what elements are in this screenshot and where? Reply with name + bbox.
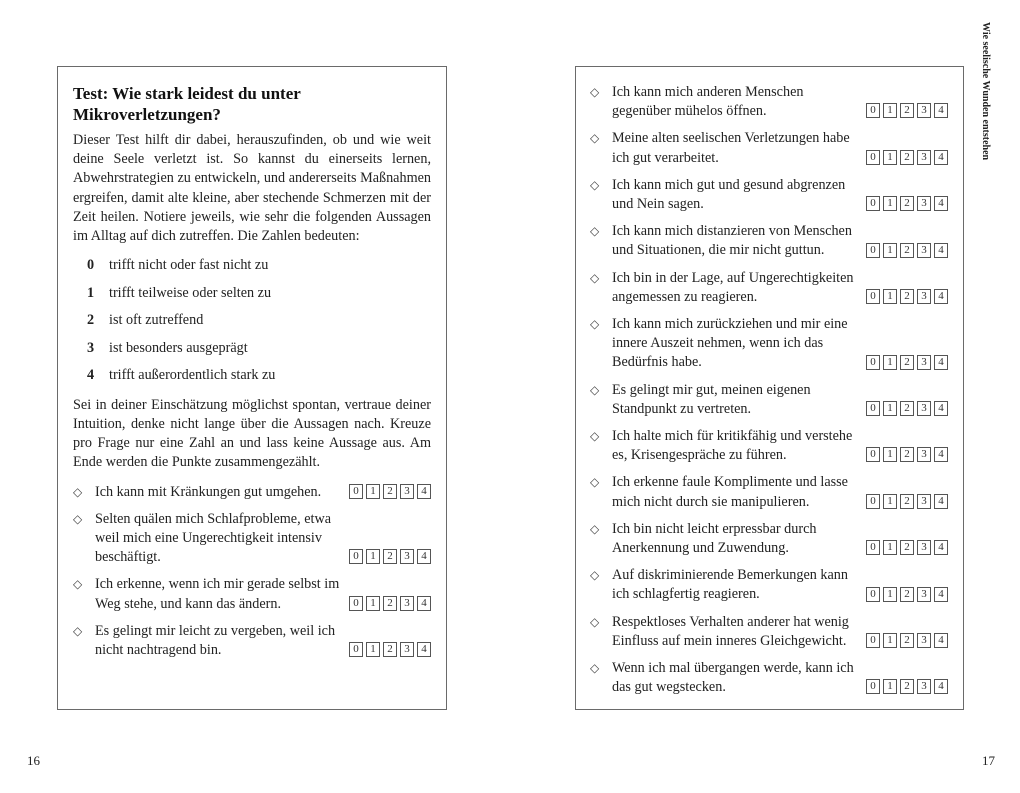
rating-box-2[interactable]: 2: [900, 587, 914, 602]
scale-entry: 3 ist besonders ausgeprägt: [87, 339, 248, 356]
rating-box-1[interactable]: 1: [883, 447, 897, 462]
rating-box-2[interactable]: 2: [900, 289, 914, 304]
rating-box-0[interactable]: 0: [866, 103, 880, 118]
rating-box-1[interactable]: 1: [883, 243, 897, 258]
question-item: [590, 222, 948, 260]
diamond-bullet-icon: ◇: [590, 177, 600, 192]
running-head: Wie seelische Wunden entstehen: [980, 22, 991, 161]
rating-box-0[interactable]: 0: [866, 243, 880, 258]
rating-box-1[interactable]: 1: [883, 401, 897, 416]
rating-box-1[interactable]: 1: [883, 103, 897, 118]
rating-box-3[interactable]: 3: [917, 150, 931, 165]
rating-box-0[interactable]: 0: [349, 484, 363, 499]
rating-box-3[interactable]: 3: [917, 494, 931, 509]
rating-boxes: [863, 103, 948, 118]
rating-box-2[interactable]: 2: [900, 401, 914, 416]
diamond-bullet-icon: ◇: [590, 475, 600, 490]
rating-boxes: [863, 150, 948, 165]
diamond-bullet-icon: ◇: [73, 511, 83, 526]
rating-box-2[interactable]: 2: [900, 243, 914, 258]
rating-box-2[interactable]: 2: [900, 540, 914, 555]
scale-entry: 0 trifft nicht oder fast nicht zu: [87, 257, 269, 274]
rating-boxes: [863, 494, 948, 509]
question-item: [590, 315, 948, 373]
question-text: Ich erkenne, wenn ich mir gerade selbst im Weg stehe, und kann das ändern.: [95, 576, 340, 612]
rating-box-4[interactable]: 4: [417, 596, 431, 611]
rating-boxes: [346, 642, 431, 657]
rating-box-0[interactable]: 0: [349, 596, 363, 611]
question-item: [590, 473, 948, 511]
test-title: Test: Wie stark leidest du unter Mikroverletzungen?: [73, 84, 301, 124]
question-text: Ich kann mich anderen Menschen gegenüber mühelos öffnen.: [612, 84, 804, 120]
rating-box-3[interactable]: 3: [917, 679, 931, 694]
question-list: [590, 83, 948, 697]
rating-box-4[interactable]: 4: [934, 243, 948, 258]
diamond-bullet-icon: ◇: [590, 382, 600, 397]
question-item: [590, 381, 948, 419]
question-item: [590, 659, 948, 697]
rating-box-4[interactable]: 4: [934, 447, 948, 462]
scale-entry: 2 ist oft zutreffend: [87, 312, 204, 329]
rating-boxes: [863, 196, 948, 211]
rating-box-3[interactable]: 3: [400, 549, 414, 564]
rating-box-3[interactable]: 3: [400, 642, 414, 657]
rating-box-2[interactable]: 2: [383, 549, 397, 564]
rating-box-2[interactable]: 2: [900, 196, 914, 211]
question-item: [590, 129, 948, 167]
question-text: Wenn ich mal übergangen werde, kann ich das gut wegstecken.: [612, 660, 854, 696]
question-item: [590, 566, 948, 604]
rating-box-2[interactable]: 2: [900, 103, 914, 118]
diamond-bullet-icon: ◇: [590, 568, 600, 583]
rating-box-2[interactable]: 2: [900, 494, 914, 509]
diamond-bullet-icon: ◇: [590, 429, 600, 444]
rating-box-0[interactable]: 0: [866, 447, 880, 462]
rating-boxes: [863, 355, 948, 370]
rating-box-2[interactable]: 2: [383, 642, 397, 657]
question-item: [590, 427, 948, 465]
rating-box-1[interactable]: 1: [883, 587, 897, 602]
rating-box-0[interactable]: 0: [866, 355, 880, 370]
scale-legend: [73, 252, 431, 390]
rating-box-4[interactable]: 4: [934, 540, 948, 555]
page-number: 17: [982, 753, 995, 768]
rating-box-1[interactable]: 1: [366, 549, 380, 564]
rating-box-1[interactable]: 1: [883, 540, 897, 555]
question-text: Ich kann mich gut und gesund abgrenzen und Nein sagen.: [612, 176, 846, 213]
rating-box-0[interactable]: 0: [866, 494, 880, 509]
question-item: [590, 176, 948, 214]
question-text: Es gelingt mir gut, meinen eigenen Standpunkt zu vertreten.: [612, 381, 811, 417]
diamond-bullet-icon: ◇: [590, 614, 600, 629]
question-item: [73, 510, 431, 568]
diamond-bullet-icon: ◇: [590, 85, 600, 99]
question-text: Selten quälen mich Schlafprobleme, etwa weil mich eine Ungerechtigkeit intensiv beschäftigt.: [95, 510, 331, 566]
rating-box-1[interactable]: 1: [366, 484, 380, 499]
rating-box-1[interactable]: 1: [883, 633, 897, 648]
rating-boxes: [346, 549, 431, 564]
diamond-bullet-icon: ◇: [73, 623, 83, 638]
question-item: [590, 83, 948, 121]
rating-box-4[interactable]: 4: [934, 679, 948, 694]
rating-box-4[interactable]: 4: [934, 196, 948, 211]
question-list: [73, 483, 431, 661]
question-text: Meine alten seelischen Verletzungen habe ich gut verarbeitet.: [612, 130, 850, 166]
rating-box-1[interactable]: 1: [883, 196, 897, 211]
rating-box-1[interactable]: 1: [366, 596, 380, 611]
rating-box-0[interactable]: 0: [349, 642, 363, 657]
rating-box-2[interactable]: 2: [900, 447, 914, 462]
rating-box-3[interactable]: 3: [400, 596, 414, 611]
question-text: Ich bin in der Lage, auf Ungerechtigkeiten angemessen zu reagieren.: [612, 269, 854, 305]
rating-box-2[interactable]: 2: [900, 150, 914, 165]
rating-box-3[interactable]: 3: [917, 196, 931, 211]
rating-boxes: [863, 540, 948, 555]
rating-box-3[interactable]: 3: [917, 401, 931, 416]
diamond-bullet-icon: ◇: [590, 521, 600, 536]
page-number: 16: [27, 753, 40, 768]
rating-box-4[interactable]: 4: [934, 401, 948, 416]
rating-box-0[interactable]: 0: [866, 150, 880, 165]
rating-box-3[interactable]: 3: [917, 447, 931, 462]
rating-box-0[interactable]: 0: [349, 549, 363, 564]
diamond-bullet-icon: ◇: [73, 577, 83, 592]
rating-box-1[interactable]: 1: [883, 494, 897, 509]
rating-box-0[interactable]: 0: [866, 633, 880, 648]
rating-boxes: [863, 401, 948, 416]
intro-paragraph: Dieser Test hilft dir dabei, herauszufinden, ob und wie weit deine Seele verletzt ist. So kannst du einerseits lernen, Abwehrstrategien zu entwickeln, und andererseits Maßnahmen ergreifen, damit alte kleine, aber stechende Schmerzen mit der Zeit heilen. Notiere jeweils, wie sehr die folgenden Aussagen im Alltag auf dich zutreffen. Die Zahlen bedeuten:: [73, 132, 431, 245]
rating-box-0[interactable]: 0: [866, 401, 880, 416]
rating-box-4[interactable]: 4: [934, 150, 948, 165]
rating-box-1[interactable]: 1: [883, 679, 897, 694]
rating-box-2[interactable]: 2: [383, 596, 397, 611]
rating-box-0[interactable]: 0: [866, 289, 880, 304]
rating-box-4[interactable]: 4: [934, 355, 948, 370]
rating-box-1[interactable]: 1: [883, 355, 897, 370]
diamond-bullet-icon: ◇: [73, 484, 83, 499]
rating-box-4[interactable]: 4: [417, 642, 431, 657]
rating-box-3[interactable]: 3: [917, 103, 931, 118]
question-text: Ich erkenne faule Komplimente und lasse mich nicht durch sie manipulieren.: [612, 474, 848, 510]
rating-box-3[interactable]: 3: [917, 243, 931, 258]
rating-box-0[interactable]: 0: [866, 196, 880, 211]
question-item: [73, 575, 431, 613]
question-text: Ich halte mich für kritikfähig und verstehe es, Krisengespräche zu führen.: [612, 428, 853, 464]
rating-boxes: [346, 484, 431, 499]
rating-box-3[interactable]: 3: [917, 289, 931, 304]
rating-box-4[interactable]: 4: [934, 587, 948, 602]
scale-entry: 4 trifft außerordentlich stark zu: [87, 367, 276, 384]
rating-box-0[interactable]: 0: [866, 679, 880, 694]
diamond-bullet-icon: ◇: [590, 661, 600, 676]
question-item: [590, 269, 948, 307]
diamond-bullet-icon: ◇: [590, 317, 600, 332]
diamond-bullet-icon: ◇: [590, 270, 600, 285]
rating-box-2[interactable]: 2: [900, 679, 914, 694]
rating-box-0[interactable]: 0: [866, 540, 880, 555]
rating-boxes: [863, 447, 948, 462]
rating-boxes: [346, 596, 431, 611]
rating-box-4[interactable]: 4: [417, 484, 431, 499]
question-item: [73, 622, 431, 660]
rating-box-1[interactable]: 1: [883, 150, 897, 165]
question-text: Ich kann mich distanzieren von Menschen und Situationen, die mir nicht guttun.: [612, 223, 852, 259]
diamond-bullet-icon: ◇: [590, 131, 600, 146]
scale-entry: 1 trifft teilweise oder selten zu: [87, 284, 272, 301]
question-text: Respektloses Verhalten anderer hat wenig Einfluss auf mein inneres Gleichgewicht.: [612, 613, 849, 649]
rating-box-3[interactable]: 3: [917, 355, 931, 370]
question-item: [590, 520, 948, 558]
question-text: Ich bin nicht leicht erpressbar durch Anerkennung und Zuwendung.: [612, 520, 817, 557]
rating-boxes: [863, 587, 948, 602]
rating-box-2[interactable]: 2: [900, 355, 914, 370]
instructions-paragraph: Sei in deiner Einschätzung möglichst spontan, vertraue deiner Intuition, denke nicht lange über die Aussagen nach. Kreuze pro Frage nur eine Zahl an und lass keine Aussage aus. Am Ende werden die Punkte zusammengezählt.: [73, 396, 431, 471]
rating-box-2[interactable]: 2: [900, 633, 914, 648]
rating-box-4[interactable]: 4: [934, 289, 948, 304]
rating-box-4[interactable]: 4: [934, 103, 948, 118]
rating-box-0[interactable]: 0: [866, 587, 880, 602]
question-item: [590, 613, 948, 651]
test-box-right: [575, 66, 964, 710]
rating-box-4[interactable]: 4: [934, 494, 948, 509]
rating-box-1[interactable]: 1: [883, 289, 897, 304]
rating-box-4[interactable]: 4: [934, 633, 948, 648]
diamond-bullet-icon: ◇: [590, 224, 600, 239]
rating-box-2[interactable]: 2: [383, 484, 397, 499]
rating-box-3[interactable]: 3: [917, 633, 931, 648]
rating-boxes: [863, 243, 948, 258]
test-box-left: [57, 66, 447, 710]
question-text: Ich kann mit Kränkungen gut umgehen.: [95, 483, 322, 500]
rating-box-3[interactable]: 3: [400, 484, 414, 499]
rating-box-4[interactable]: 4: [417, 549, 431, 564]
rating-box-3[interactable]: 3: [917, 540, 931, 555]
rating-boxes: [863, 633, 948, 648]
question-text: Ich kann mich zurückziehen und mir eine innere Auszeit nehmen, wenn ich das Bedürfnis habe.: [612, 316, 848, 371]
question-text: Auf diskriminierende Bemerkungen kann ich schlagfertig reagieren.: [612, 567, 848, 603]
rating-box-1[interactable]: 1: [366, 642, 380, 657]
question-text: Es gelingt mir leicht zu vergeben, weil ich nicht nachtragend bin.: [95, 622, 336, 658]
rating-boxes: [863, 679, 948, 694]
rating-boxes: [863, 289, 948, 304]
rating-box-3[interactable]: 3: [917, 587, 931, 602]
question-item: [73, 483, 431, 502]
right-page: [510, 0, 1020, 793]
